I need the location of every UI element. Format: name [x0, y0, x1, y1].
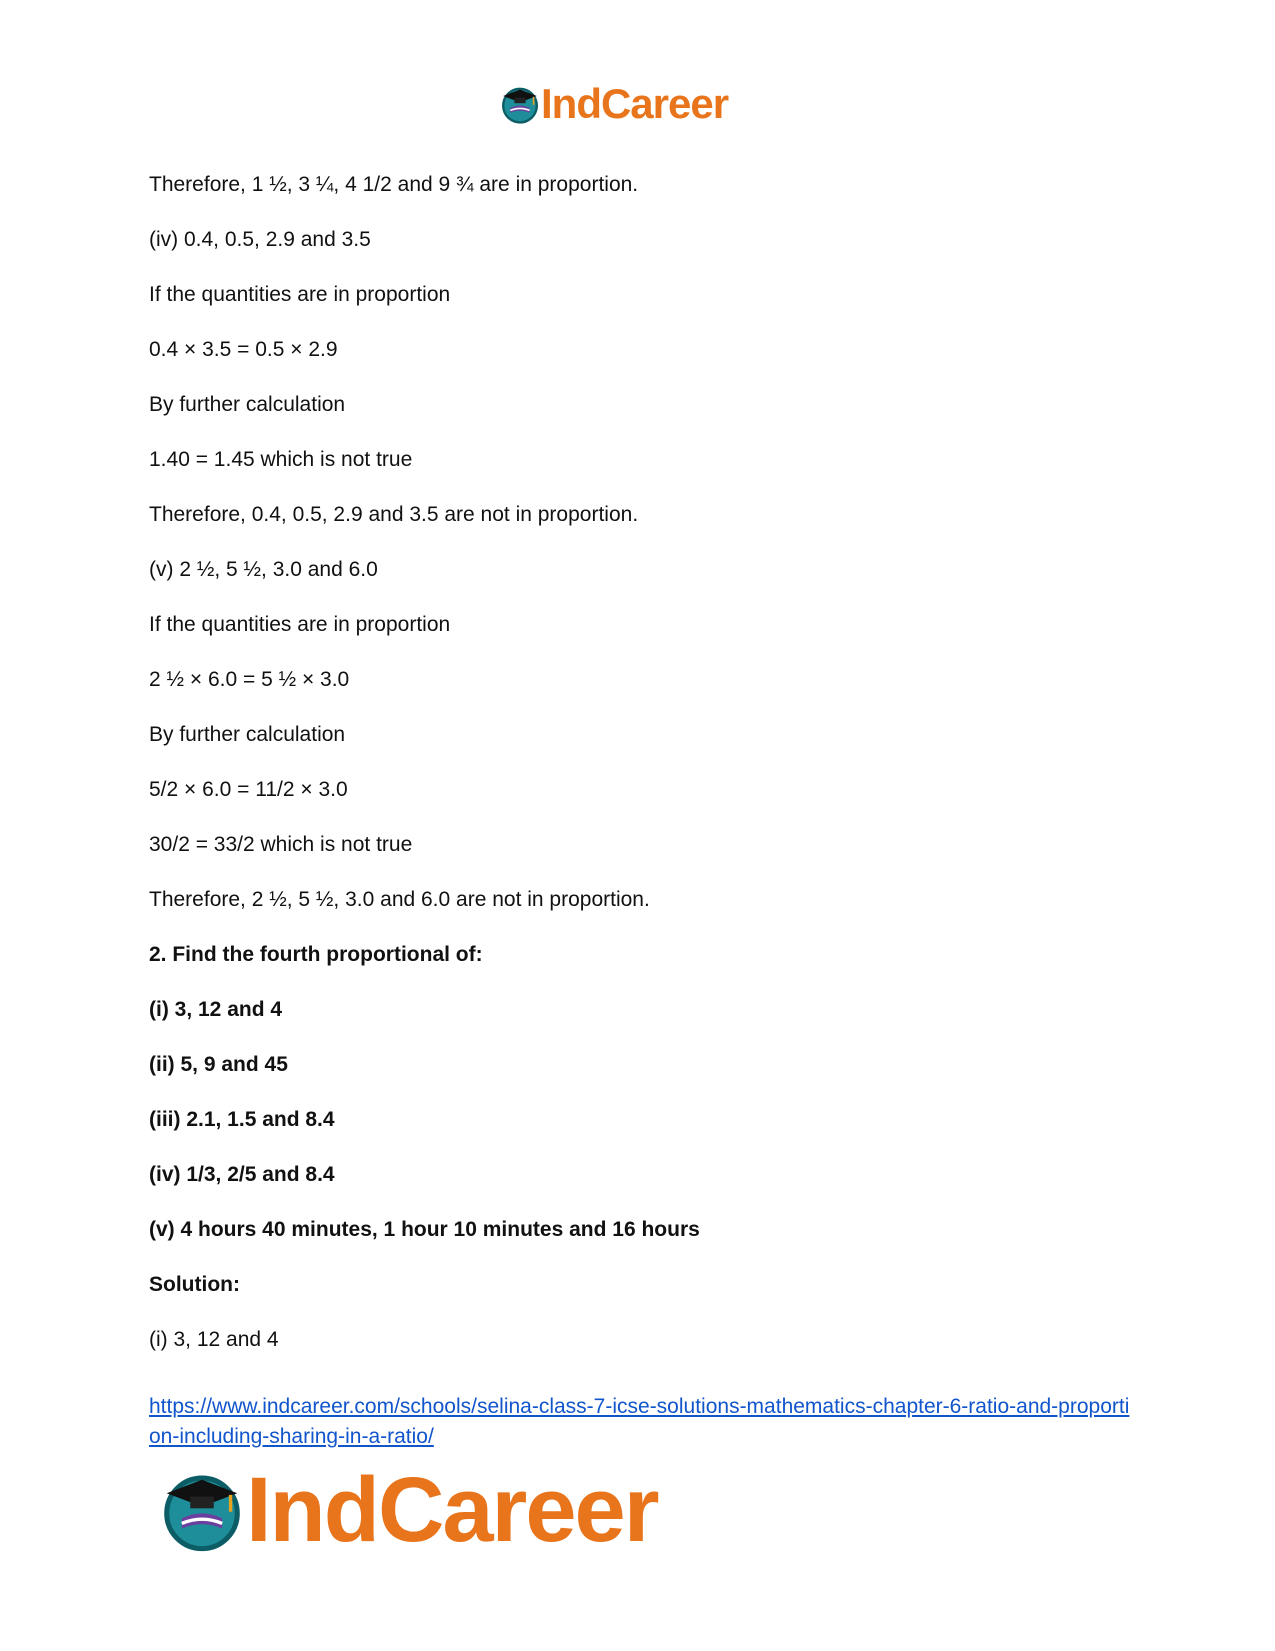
- text-line: 0.4 × 3.5 = 0.5 × 2.9: [149, 338, 338, 361]
- graduation-globe-icon: [160, 1468, 244, 1552]
- question-line: 2. Find the fourth proportional of:: [149, 943, 483, 966]
- question-line: (i) 3, 12 and 4: [149, 998, 283, 1021]
- footer-logo: [160, 1460, 658, 1560]
- text-line: If the quantities are in proportion: [149, 283, 451, 306]
- question-line: (iv) 1/3, 2/5 and 8.4: [149, 1163, 335, 1186]
- footer-logo-text: IndCareer: [246, 1458, 658, 1561]
- text-line: Therefore, 2 ½, 5 ½, 3.0 and 6.0 are not in proportion.: [149, 888, 650, 911]
- question-line: (iii) 2.1, 1.5 and 8.4: [149, 1108, 335, 1131]
- text-line: 5/2 × 6.0 = 11/2 × 3.0: [149, 778, 348, 801]
- text-line: (i) 3, 12 and 4: [149, 1328, 279, 1351]
- graduation-globe-icon: [500, 84, 540, 124]
- question-line: (v) 4 hours 40 minutes, 1 hour 10 minutes and 16 hours: [149, 1218, 700, 1241]
- question-line: (ii) 5, 9 and 45: [149, 1053, 288, 1076]
- text-line: 1.40 = 1.45 which is not true: [149, 448, 413, 471]
- text-line: (iv) 0.4, 0.5, 2.9 and 3.5: [149, 228, 371, 251]
- header-logo: [500, 78, 728, 130]
- text-line: Therefore, 1 ½, 3 ¼, 4 1/2 and 9 ¾ are in proportion.: [149, 173, 639, 196]
- text-line: Therefore, 0.4, 0.5, 2.9 and 3.5 are not in proportion.: [149, 503, 639, 526]
- text-line: By further calculation: [149, 723, 346, 746]
- document-body: [149, 172, 1149, 1382]
- header-logo-text: IndCareer: [541, 80, 729, 127]
- text-line: 2 ½ × 6.0 = 5 ½ × 3.0: [149, 668, 350, 691]
- source-url-link[interactable]: https://www.indcareer.com/schools/selina-class-7-icse-solutions-mathematics-chapter-6-ratio-and-proportion-including-sharing-in-a-ratio/: [149, 1395, 1130, 1448]
- question-line: Solution:: [149, 1273, 240, 1296]
- text-line: By further calculation: [149, 393, 346, 416]
- text-line: (v) 2 ½, 5 ½, 3.0 and 6.0: [149, 558, 378, 581]
- text-line: 30/2 = 33/2 which is not true: [149, 833, 413, 856]
- text-line: If the quantities are in proportion: [149, 613, 451, 636]
